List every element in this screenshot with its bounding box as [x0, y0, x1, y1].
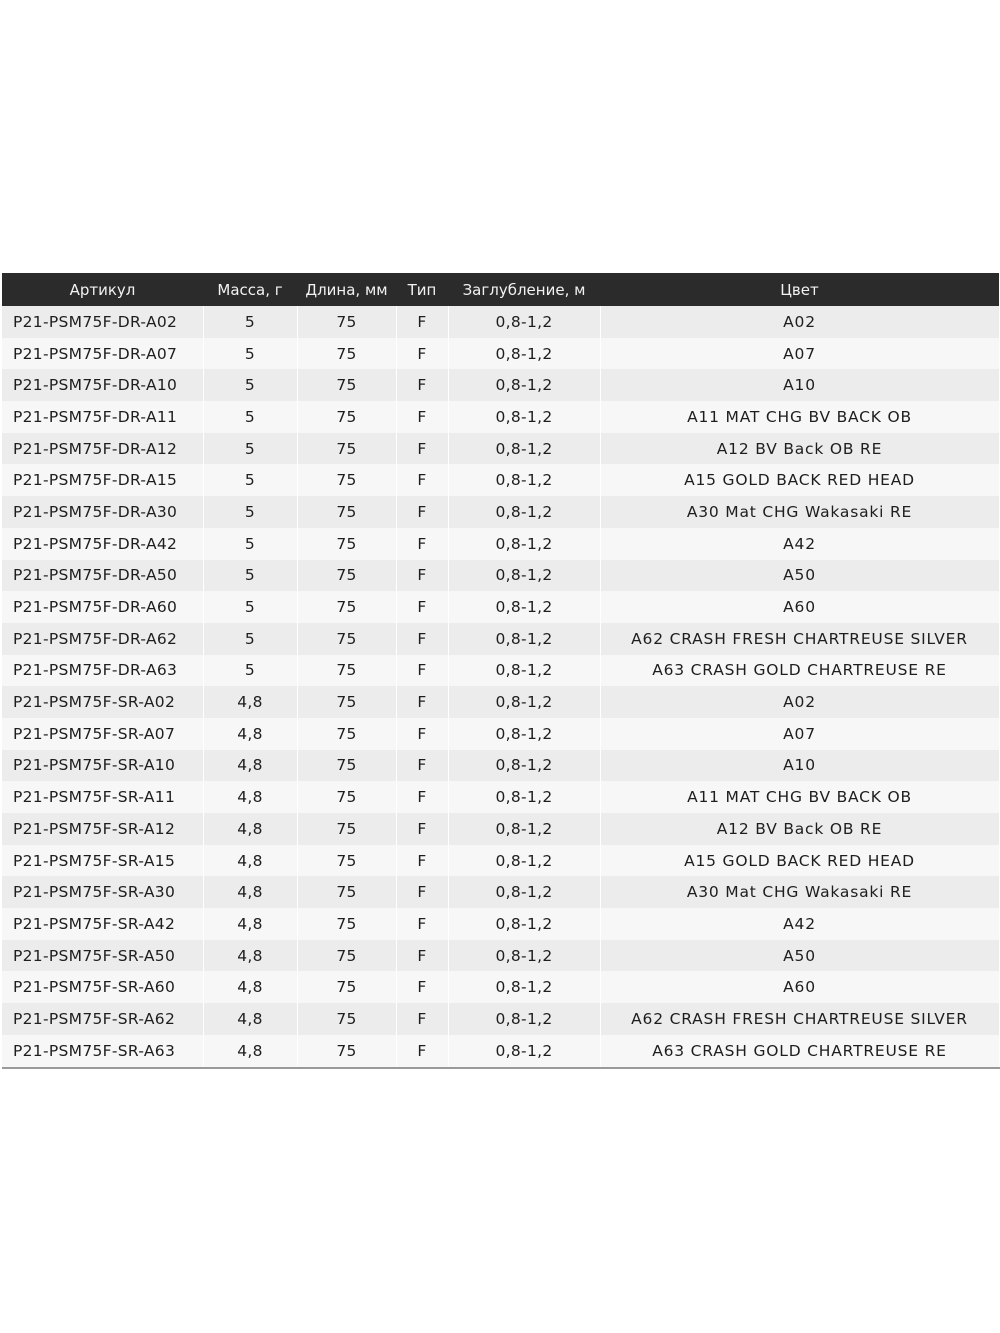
cell-color: A42: [600, 528, 999, 560]
cell-length: 75: [297, 908, 396, 940]
cell-type: F: [396, 496, 448, 528]
cell-sku: P21-PSM75F-SR-A50: [2, 940, 203, 972]
cell-color: A10: [600, 750, 999, 782]
cell-depth: 0,8-1,2: [448, 876, 600, 908]
table-row: [2, 718, 999, 750]
cell-length: 75: [297, 845, 396, 877]
header-sku: Артикул: [2, 273, 203, 306]
cell-length: 75: [297, 306, 396, 338]
cell-length: 75: [297, 940, 396, 972]
cell-sku: P21-PSM75F-DR-A12: [2, 433, 203, 465]
cell-color: A02: [600, 686, 999, 718]
cell-length: 75: [297, 464, 396, 496]
cell-color: A10: [600, 369, 999, 401]
cell-color: A60: [600, 591, 999, 623]
cell-type: F: [396, 369, 448, 401]
cell-weight: 4,8: [203, 718, 297, 750]
cell-depth: 0,8-1,2: [448, 433, 600, 465]
cell-length: 75: [297, 718, 396, 750]
cell-color: A63 CRASH GOLD CHARTREUSE RE: [600, 1035, 999, 1068]
cell-sku: P21-PSM75F-SR-A62: [2, 1003, 203, 1035]
table-row: [2, 464, 999, 496]
cell-depth: 0,8-1,2: [448, 781, 600, 813]
cell-weight: 4,8: [203, 750, 297, 782]
cell-length: 75: [297, 401, 396, 433]
cell-weight: 5: [203, 401, 297, 433]
cell-sku: P21-PSM75F-DR-A02: [2, 306, 203, 338]
cell-sku: P21-PSM75F-DR-A60: [2, 591, 203, 623]
cell-depth: 0,8-1,2: [448, 560, 600, 592]
spec-table: [2, 273, 1000, 1069]
cell-depth: 0,8-1,2: [448, 369, 600, 401]
cell-depth: 0,8-1,2: [448, 464, 600, 496]
table-row: [2, 908, 999, 940]
cell-color: A02: [600, 306, 999, 338]
cell-length: 75: [297, 338, 396, 370]
cell-type: F: [396, 686, 448, 718]
table-row: [2, 845, 999, 877]
header-weight: Масса, г: [203, 273, 297, 306]
cell-depth: 0,8-1,2: [448, 686, 600, 718]
cell-length: 75: [297, 528, 396, 560]
cell-length: 75: [297, 655, 396, 687]
table-row: [2, 1003, 999, 1035]
cell-type: F: [396, 338, 448, 370]
cell-weight: 5: [203, 369, 297, 401]
cell-weight: 4,8: [203, 845, 297, 877]
cell-sku: P21-PSM75F-SR-A30: [2, 876, 203, 908]
cell-depth: 0,8-1,2: [448, 528, 600, 560]
header-type: Тип: [396, 273, 448, 306]
cell-type: F: [396, 1035, 448, 1068]
cell-depth: 0,8-1,2: [448, 971, 600, 1003]
header-depth: Заглубление, м: [448, 273, 600, 306]
cell-type: F: [396, 560, 448, 592]
cell-weight: 4,8: [203, 1003, 297, 1035]
cell-depth: 0,8-1,2: [448, 338, 600, 370]
cell-type: F: [396, 401, 448, 433]
cell-length: 75: [297, 1035, 396, 1068]
table-row: [2, 433, 999, 465]
cell-weight: 4,8: [203, 686, 297, 718]
cell-type: F: [396, 781, 448, 813]
cell-color: A42: [600, 908, 999, 940]
cell-sku: P21-PSM75F-SR-A10: [2, 750, 203, 782]
cell-weight: 5: [203, 464, 297, 496]
cell-length: 75: [297, 623, 396, 655]
cell-sku: P21-PSM75F-DR-A63: [2, 655, 203, 687]
table-row: [2, 876, 999, 908]
cell-type: F: [396, 306, 448, 338]
cell-color: A07: [600, 718, 999, 750]
cell-weight: 4,8: [203, 908, 297, 940]
cell-depth: 0,8-1,2: [448, 306, 600, 338]
table-row: [2, 338, 999, 370]
cell-length: 75: [297, 781, 396, 813]
cell-sku: P21-PSM75F-SR-A60: [2, 971, 203, 1003]
header-length: Длина, мм: [297, 273, 396, 306]
cell-length: 75: [297, 686, 396, 718]
table-row: [2, 623, 999, 655]
cell-weight: 5: [203, 306, 297, 338]
cell-length: 75: [297, 496, 396, 528]
cell-weight: 5: [203, 655, 297, 687]
cell-length: 75: [297, 433, 396, 465]
cell-type: F: [396, 940, 448, 972]
cell-color: A12 BV Back OB RE: [600, 813, 999, 845]
cell-color: A63 CRASH GOLD CHARTREUSE RE: [600, 655, 999, 687]
cell-sku: P21-PSM75F-SR-A02: [2, 686, 203, 718]
cell-sku: P21-PSM75F-DR-A62: [2, 623, 203, 655]
cell-length: 75: [297, 971, 396, 1003]
cell-length: 75: [297, 813, 396, 845]
cell-sku: P21-PSM75F-SR-A63: [2, 1035, 203, 1068]
table-row: [2, 401, 999, 433]
cell-sku: P21-PSM75F-DR-A15: [2, 464, 203, 496]
table-row: [2, 306, 999, 338]
cell-weight: 4,8: [203, 813, 297, 845]
table-row: [2, 940, 999, 972]
cell-depth: 0,8-1,2: [448, 1003, 600, 1035]
cell-color: A12 BV Back OB RE: [600, 433, 999, 465]
cell-weight: 5: [203, 591, 297, 623]
cell-length: 75: [297, 369, 396, 401]
cell-depth: 0,8-1,2: [448, 940, 600, 972]
cell-depth: 0,8-1,2: [448, 496, 600, 528]
cell-type: F: [396, 971, 448, 1003]
cell-weight: 5: [203, 528, 297, 560]
table-header-row: [2, 273, 999, 306]
cell-length: 75: [297, 560, 396, 592]
cell-type: F: [396, 750, 448, 782]
table-row: [2, 560, 999, 592]
cell-color: A50: [600, 940, 999, 972]
cell-type: F: [396, 845, 448, 877]
cell-sku: P21-PSM75F-SR-A11: [2, 781, 203, 813]
cell-color: A30 Mat CHG Wakasaki RE: [600, 496, 999, 528]
cell-depth: 0,8-1,2: [448, 591, 600, 623]
table-row: [2, 971, 999, 1003]
cell-type: F: [396, 1003, 448, 1035]
table-row: [2, 813, 999, 845]
cell-depth: 0,8-1,2: [448, 908, 600, 940]
table-row: [2, 496, 999, 528]
cell-color: A60: [600, 971, 999, 1003]
table-body: [2, 306, 999, 1068]
cell-sku: P21-PSM75F-SR-A12: [2, 813, 203, 845]
cell-type: F: [396, 528, 448, 560]
cell-sku: P21-PSM75F-SR-A07: [2, 718, 203, 750]
cell-depth: 0,8-1,2: [448, 845, 600, 877]
cell-weight: 5: [203, 623, 297, 655]
cell-weight: 5: [203, 496, 297, 528]
cell-weight: 4,8: [203, 940, 297, 972]
cell-color: A30 Mat CHG Wakasaki RE: [600, 876, 999, 908]
cell-weight: 4,8: [203, 876, 297, 908]
cell-length: 75: [297, 750, 396, 782]
cell-type: F: [396, 655, 448, 687]
cell-weight: 5: [203, 433, 297, 465]
cell-sku: P21-PSM75F-DR-A07: [2, 338, 203, 370]
cell-sku: P21-PSM75F-SR-A42: [2, 908, 203, 940]
cell-depth: 0,8-1,2: [448, 623, 600, 655]
cell-type: F: [396, 813, 448, 845]
cell-type: F: [396, 908, 448, 940]
cell-color: A62 CRASH FRESH CHARTREUSE SILVER: [600, 623, 999, 655]
cell-sku: P21-PSM75F-DR-A50: [2, 560, 203, 592]
cell-weight: 5: [203, 338, 297, 370]
cell-type: F: [396, 464, 448, 496]
table-row: [2, 686, 999, 718]
cell-type: F: [396, 591, 448, 623]
table-row: [2, 528, 999, 560]
cell-sku: P21-PSM75F-DR-A42: [2, 528, 203, 560]
cell-depth: 0,8-1,2: [448, 1035, 600, 1068]
cell-color: A15 GOLD BACK RED HEAD: [600, 464, 999, 496]
cell-color: A15 GOLD BACK RED HEAD: [600, 845, 999, 877]
cell-depth: 0,8-1,2: [448, 750, 600, 782]
cell-color: A62 CRASH FRESH CHARTREUSE SILVER: [600, 1003, 999, 1035]
cell-depth: 0,8-1,2: [448, 718, 600, 750]
header-color: Цвет: [600, 273, 999, 306]
table-row: [2, 655, 999, 687]
cell-type: F: [396, 433, 448, 465]
cell-depth: 0,8-1,2: [448, 401, 600, 433]
cell-length: 75: [297, 876, 396, 908]
cell-sku: P21-PSM75F-DR-A10: [2, 369, 203, 401]
cell-length: 75: [297, 1003, 396, 1035]
table-row: [2, 781, 999, 813]
table-row: [2, 591, 999, 623]
cell-color: A50: [600, 560, 999, 592]
cell-type: F: [396, 876, 448, 908]
cell-depth: 0,8-1,2: [448, 655, 600, 687]
table-row: [2, 1035, 999, 1068]
cell-sku: P21-PSM75F-SR-A15: [2, 845, 203, 877]
cell-type: F: [396, 718, 448, 750]
cell-sku: P21-PSM75F-DR-A11: [2, 401, 203, 433]
cell-color: A11 MAT CHG BV BACK OB: [600, 401, 999, 433]
cell-sku: P21-PSM75F-DR-A30: [2, 496, 203, 528]
cell-depth: 0,8-1,2: [448, 813, 600, 845]
cell-type: F: [396, 623, 448, 655]
cell-color: A07: [600, 338, 999, 370]
table-row: [2, 369, 999, 401]
cell-weight: 4,8: [203, 1035, 297, 1068]
cell-color: A11 MAT CHG BV BACK OB: [600, 781, 999, 813]
cell-weight: 4,8: [203, 781, 297, 813]
table-row: [2, 750, 999, 782]
cell-length: 75: [297, 591, 396, 623]
cell-weight: 4,8: [203, 971, 297, 1003]
cell-weight: 5: [203, 560, 297, 592]
